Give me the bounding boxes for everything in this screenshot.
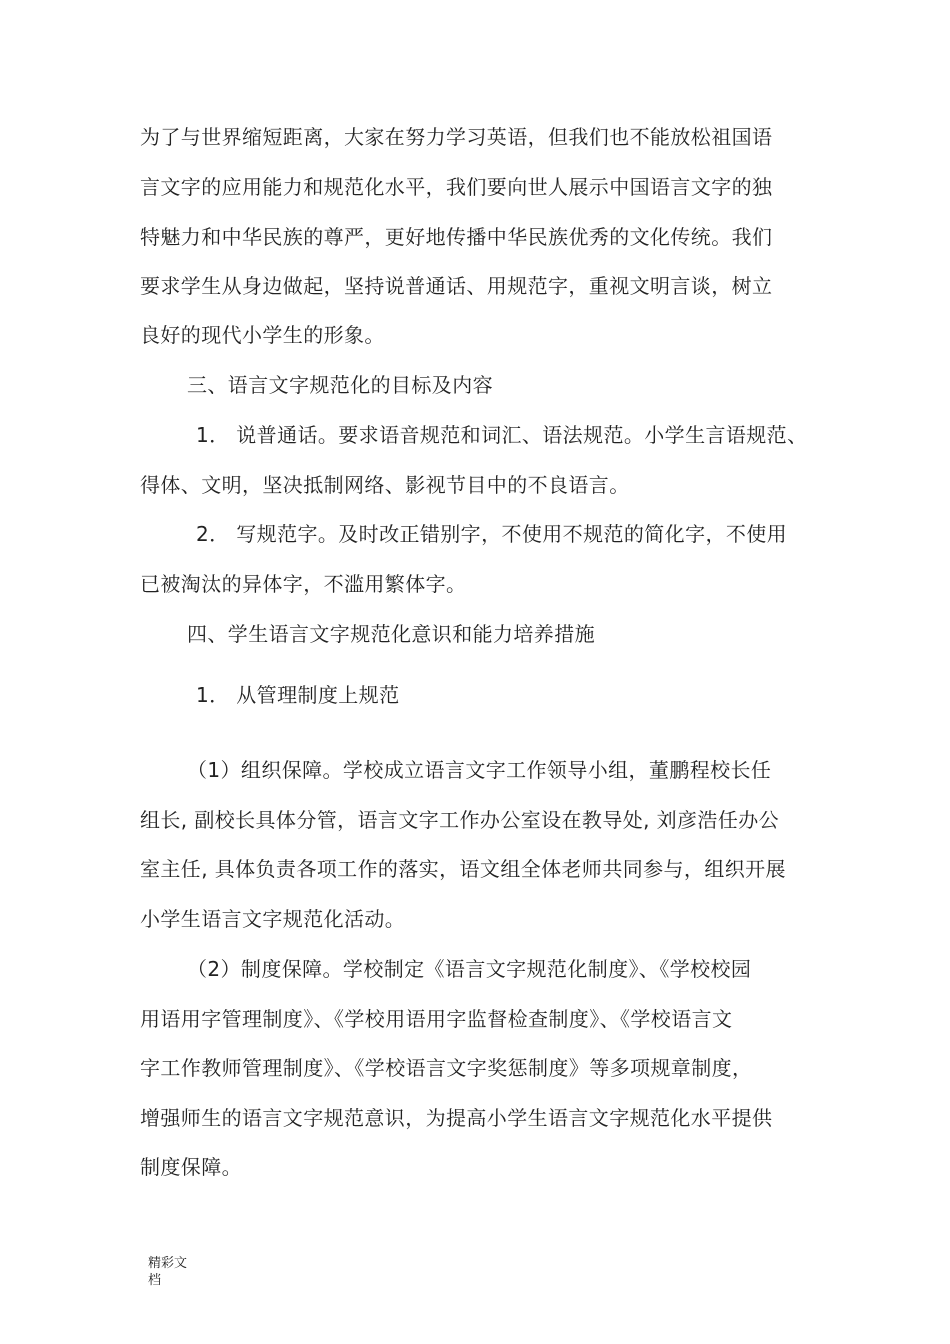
paragraph-line: 小学生语言文字规范化活动。 xyxy=(140,907,406,931)
paragraph-line: 字工作教师管理制度》、《学校语言文字奖惩制度》等多项规章制度， xyxy=(140,1056,753,1080)
section-heading-3: 三、语言文字规范化的目标及内容 xyxy=(187,373,493,397)
paragraph-line: （2）制度保障。学校制定《语言文字规范化制度》、《学校校园 xyxy=(187,957,752,981)
paragraph-line: 增强师生的语言文字规范意识，为提高小学生语言文字规范化水平提供 xyxy=(140,1106,773,1130)
paragraph-line: 要求学生从身边做起，坚持说普通话、用规范字，重视文明言谈，树立 xyxy=(140,274,773,298)
paragraph-line: 室主任, 具体负责各项工作的落实，语文组全体老师共同参与，组织开展 xyxy=(140,857,786,881)
paragraph-line: 制度保障。 xyxy=(140,1155,242,1179)
numbered-item-1: 1． 说普通话。要求语音规范和词汇、语法规范。小学生言语规范、 xyxy=(196,423,808,447)
paragraph-line: 组长, 副校长具体分管，语言文字工作办公室设在教导处, 刘彦浩任办公 xyxy=(140,808,780,832)
paragraph-line: 已被淘汰的异体字，不滥用繁体字。 xyxy=(140,572,467,596)
paragraph-line: （1）组织保障。学校成立语言文字工作领导小组，董鹏程校长任 xyxy=(187,758,772,782)
numbered-item-2: 2． 写规范字。及时改正错别字，不使用不规范的简化字，不使用 xyxy=(196,522,788,546)
paragraph-line: 用语用字管理制度》、《学校用语用字监督检查制度》、《学校语言文 xyxy=(140,1007,733,1031)
paragraph-line: 为了与世界缩短距离，大家在努力学习英语，但我们也不能放松祖国语 xyxy=(140,125,773,149)
paragraph-line: 良好的现代小学生的形象。 xyxy=(140,323,385,347)
page-footer: 精彩文档 xyxy=(148,1256,188,1288)
subheading-1: 1． 从管理制度上规范 xyxy=(196,683,400,707)
paragraph-line: 特魅力和中华民族的尊严，更好地传播中华民族优秀的文化传统。我们 xyxy=(140,225,773,249)
section-heading-4: 四、学生语言文字规范化意识和能力培养措施 xyxy=(187,622,595,646)
paragraph-line: 得体、文明，坚决抵制网络、影视节目中的不良语言。 xyxy=(140,473,630,497)
paragraph-line: 言文字的应用能力和规范化水平，我们要向世人展示中国语言文字的独 xyxy=(140,175,773,199)
